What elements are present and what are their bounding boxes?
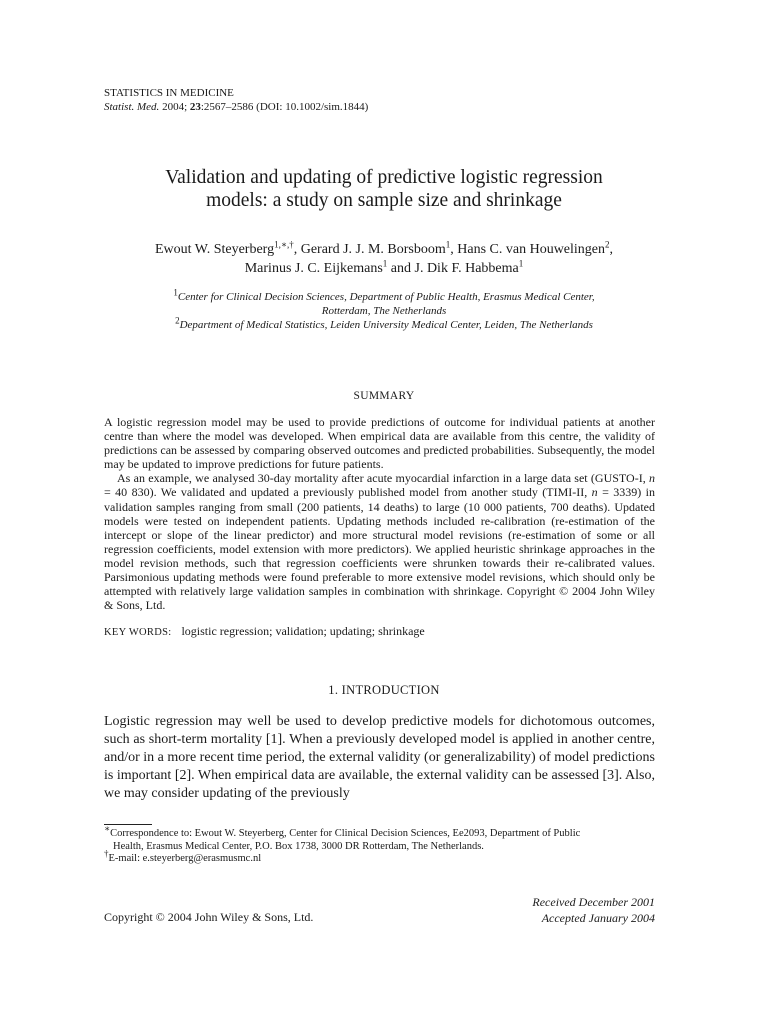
keywords-label: KEY WORDS: — [104, 627, 172, 638]
accepted-date: Accepted January 2004 — [541, 911, 655, 925]
footnote-rule — [104, 824, 152, 825]
journal-citation: Statist. Med. 2004; 23:2567–2586 (DOI: 10.1002/sim.1844) — [104, 101, 369, 113]
author-list: Ewout W. Steyerberg$^{1,∗,\dagger}$, Gerard J. J. M. Borsboom$^1$, Hans C. van Houwelingen$^2$, Marinus J. C. Eijkemans$^1$ and J. Dik F. Habbema$^1$ — [154, 239, 614, 276]
paper-title: Validation and updating of predictive logistic regression models: a study on sample size and shrinkage — [165, 167, 603, 211]
introduction-text: Logistic regression may well be used to develop predictive models for dichotomous outcomes, such as short-term mortality [1]. When a previously developed model is applied in another centre, and/or in a more recent time period, the external validity (or generalizability) of model predictions is important [2]. When empirical data are available, the external validity can be assessed [3]. Also, we may consider updating of the previously — [104, 714, 655, 802]
section-heading-introduction: 1. INTRODUCTION — [328, 683, 440, 697]
keywords — [104, 624, 425, 639]
abstract-paragraph-2: As an example, we analysed 30-day mortality after acute myocardial infarction in a large data set (GUSTO-I, n = 40 830). We validated and updated a previously published model from another study (TIMI-II, n = 3339) in validation samples ranging from small (200 patients, 14 deaths) to large (10 000 patients, 700 deaths). Updated models were tested on independent patients. Updating methods included re-calibration (re-estimation of the intercept or slope of the linear predictor) and more structural model revisions (re-estimation of some or all regression coefficients, model extension with more predictors). We applied heuristic shrinkage approaches in the model revision methods, such that regression coefficients were shrunken towards their re-calibrated values. Parsimonious updating methods were found preferable to more extensive model revisions, which should only be attempted with relatively large validation samples in combination with shrinkage. Copyright © 2004 John Wiley & Sons, Ltd. — [104, 471, 655, 613]
affiliations: $^1$Center for Clinical Decision Sciences, Department of Public Health, Erasmus Medical Center, Rotterdam, The Netherlands $^2$Department of Medical Statistics, Leiden University Medical Center, Leiden, The Netherlands — [173, 287, 595, 331]
abstract — [104, 415, 655, 612]
footnotes: ∗Correspondence to: Ewout W. Steyerberg, Center for Clinical Decision Sciences, Ee2093, Department of Public Health, Erasmus Medical Center, P.O. Box 1738, 3000 DR Rotterdam, The Netherlands. †E-mail: e.steyerberg@erasmusmc.nl — [104, 828, 655, 866]
copyright-notice: Copyright © 2004 John Wiley & Sons, Ltd. — [104, 910, 314, 924]
journal-header — [104, 86, 368, 114]
abstract-paragraph-1: A logistic regression model may be used to provide predictions of outcome for individual patients at another centre than where the model was developed. When empirical data are available from this centre, the validity of predictions can be assessed by comparing observed outcomes and predicted probabilities. Subsequently, the model may be updated to improve predictions for future patients. — [104, 415, 655, 472]
keywords-text: logistic regression; validation; updating; shrinkage — [181, 624, 425, 638]
footnote-correspondence: ∗Correspondence to: Ewout W. Steyerberg, Center for Clinical Decision Sciences, Ee2093, Department of Public — [104, 823, 581, 839]
journal-name: STATISTICS IN MEDICINE — [104, 87, 234, 99]
submission-dates — [532, 894, 655, 926]
received-date: Received December 2001 — [532, 895, 655, 909]
summary-heading: SUMMARY — [353, 390, 415, 402]
footnote-email: †E-mail: e.steyerberg@erasmusmc.nl — [104, 848, 262, 864]
